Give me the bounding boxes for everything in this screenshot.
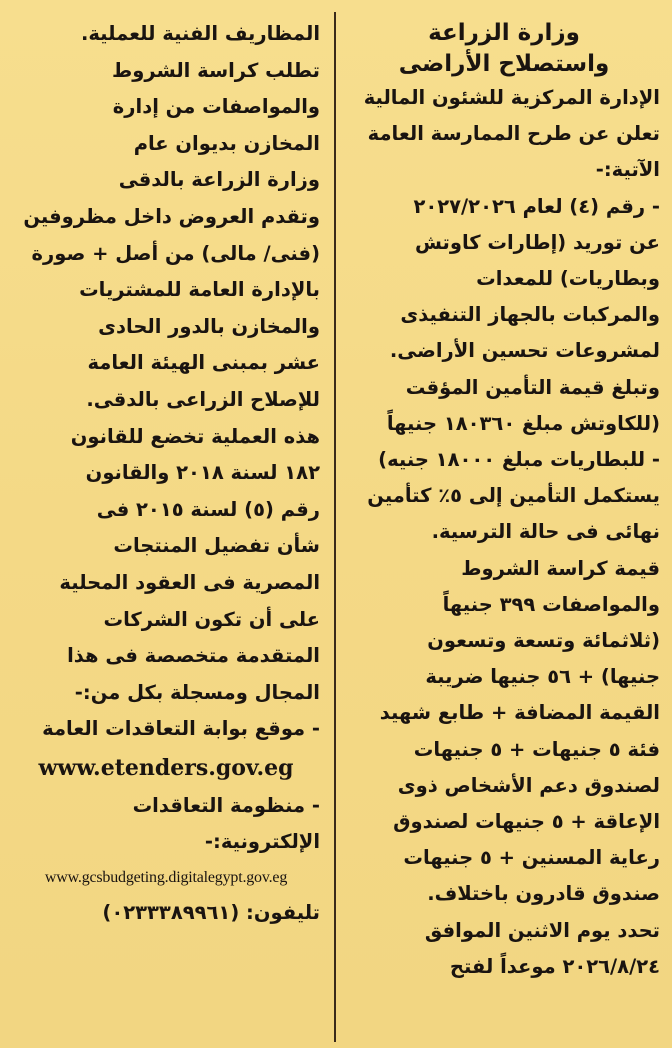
text-line-17: على أن تكون الشركات	[103, 607, 320, 631]
text-line-13: نهائى فى حالة الترسية.	[431, 520, 660, 544]
text-line-1: المظاريف الفنية للعملية.	[80, 22, 320, 45]
ministry-name: وزارة الزراعة	[428, 20, 580, 46]
text-line-18: المتقدمة متخصصة فى هذا	[67, 644, 320, 668]
text-line-14: قيمة كراسة الشروط	[461, 556, 660, 580]
text-line-9: وتبلغ قيمة التأمين المؤقت	[405, 375, 660, 399]
right-column	[348, 18, 660, 1048]
text-line-18: القيمة المضافة + طابع شهيد	[379, 701, 660, 725]
left-column	[12, 16, 320, 1048]
text-line-15: والمواصفات ٣٩٩ جنيهاً	[442, 592, 660, 616]
text-line-6: وبطاريات) للمعدات	[476, 267, 660, 291]
etenders-url[interactable]: www.etenders.gov.eg	[38, 754, 294, 781]
text-line-8: بالإدارة العامة للمشتريات	[79, 278, 320, 302]
text-line-10: عشر بمبنى الهيئة العامة	[87, 351, 320, 375]
text-line-5: عن توريد (إطارات كاوتش	[414, 230, 660, 254]
text-line-9: والمخازن بالدور الحادى	[98, 314, 320, 338]
text-line-10: (للكاوتش مبلغ ١٨٠٣٦٠ جنيهاً	[386, 411, 660, 435]
left-column-body-2	[12, 788, 320, 861]
text-line-13: ١٨٢ لسنة ٢٠١٨ والقانون	[85, 461, 320, 485]
text-line-7: والمركبات بالجهاز التنفيذى	[400, 303, 660, 327]
text-line-12: هذه العملية تخضع للقانون	[70, 424, 320, 448]
text-line-15: شأن تفضيل المنتجات	[113, 534, 320, 558]
text-line-12: يستكمل التأمين إلى ٥٪ كتأمين	[367, 484, 660, 508]
text-line-20: - موقع بوابة التعاقدات العامة	[42, 717, 320, 741]
text-line-11: للإصلاح الزراعى بالدقى.	[86, 387, 320, 411]
text-line-6: وتقدم العروض داخل مظروفين	[23, 204, 320, 228]
text-line-1: الإدارة المركزية للشئون المالية	[363, 86, 660, 109]
text-line-8: لمشروعات تحسين الأراضى.	[389, 339, 660, 363]
text-line-20: لصندوق دعم الأشخاص ذوى	[397, 773, 660, 797]
text-line-16: (ثلاثمائة وتسعة وتسعون	[427, 629, 660, 653]
text-line-4: - رقم (٤) لعام ٢٠٢٧/٢٠٢٦	[413, 194, 660, 218]
text-line-3: الآتية:-	[595, 158, 660, 182]
text-line-14: رقم (٥) لسنة ٢٠١٥ فى	[96, 497, 320, 521]
text-line-22: رعاية المسنين + ٥ جنيهات	[403, 846, 660, 870]
left-column-body	[12, 16, 320, 748]
text-line-4: المخازن بديوان عام	[133, 131, 320, 155]
text-line-1: - منظومة التعاقدات	[132, 793, 320, 817]
text-line-21: الإعاقة + ٥ جنيهات لصندوق	[393, 810, 660, 834]
text-line-2: تعلن عن طرح الممارسة العامة	[367, 122, 660, 146]
column-divider	[334, 12, 336, 1042]
text-line-3: والمواصفات من إدارة	[112, 95, 320, 119]
text-line-23: صندوق قادرون باختلاف.	[427, 882, 660, 906]
ministry-name-line-2: واستصلاح الأراضى	[398, 51, 610, 77]
text-line-2: تطلب كراسة الشروط	[111, 58, 320, 82]
text-line-5: وزارة الزراعة بالدقى	[118, 168, 320, 192]
text-line-25: ٢٠٢٦/٨/٢٤ موعداً لفتح	[449, 954, 660, 978]
budgeting-url[interactable]: www.gcsbudgeting.digitalegypt.gov.eg	[44, 869, 288, 887]
text-line-2: الإلكترونية:-	[204, 830, 320, 854]
text-line-24: تحدد يوم الاثنين الموافق	[424, 918, 660, 942]
right-column-body	[348, 80, 660, 985]
text-line-16: المصرية فى العقود المحلية	[59, 570, 320, 594]
text-line-11: - للبطاريات مبلغ ١٨٠٠٠ جنيه)	[378, 448, 660, 472]
phone-number: تليفون: (٠٢٣٣٣٨٩٩٦١)	[102, 901, 320, 925]
text-line-19: المجال ومسجلة بكل من:-	[74, 680, 320, 704]
text-line-17: جنيها) + ٥٦ جنيها ضريبة	[425, 665, 660, 689]
text-line-7: (فنى/ مالى) من أصل + صورة	[31, 241, 320, 265]
text-line-19: فئة ٥ جنيهات + ٥ جنيهات	[413, 737, 660, 761]
